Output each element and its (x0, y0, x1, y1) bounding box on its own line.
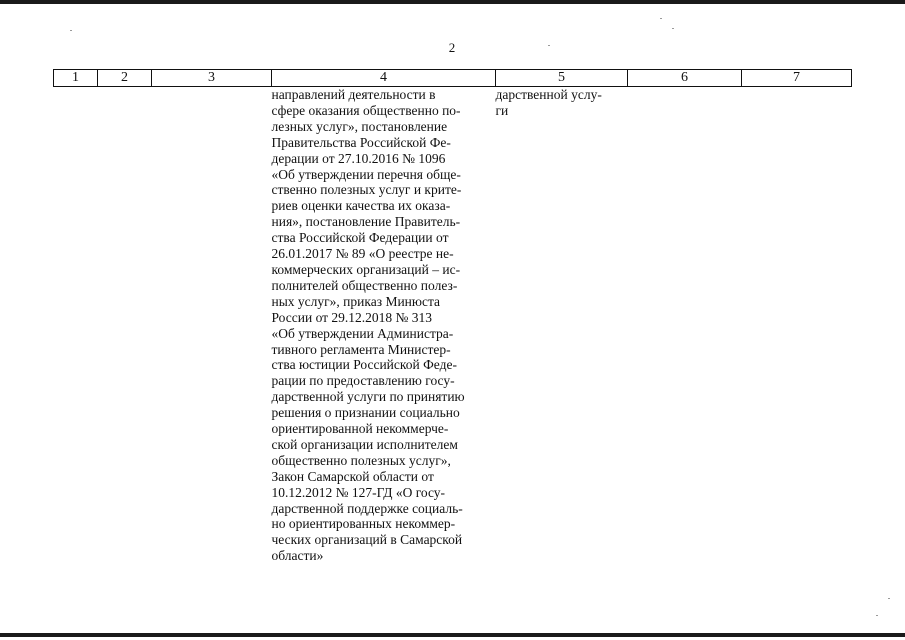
table-cell-5 (496, 87, 628, 565)
cell-4-line: Закон Самарской области от (271, 468, 434, 484)
cell-4-line: полнителей общественно полез- (271, 277, 458, 293)
top-scan-border (0, 0, 905, 4)
cell-4-line: риев оценки качества их оказа- (271, 198, 451, 214)
cell-4-line: лезных услуг», постановление (271, 118, 448, 134)
scan-speck (660, 18, 662, 19)
column-header-1: 1 (54, 70, 98, 87)
cell-4-line: Правительства Российской Фе- (271, 134, 451, 150)
cell-4-line: дерации от 27.10.2016 № 1096 (271, 150, 446, 166)
cell-4-line: ных услуг», приказ Минюста (271, 293, 441, 309)
bottom-scan-border (0, 633, 905, 637)
cell-4-line: но ориентированных некоммер- (271, 516, 456, 532)
scan-speck (70, 30, 72, 31)
table-cell-6 (628, 87, 742, 565)
table-cell-7 (742, 87, 852, 565)
cell-4-line: направлений деятельности в (271, 87, 436, 102)
cell-4-line: «Об утверждении перечня обще- (271, 166, 461, 182)
column-header-6: 6 (628, 70, 742, 87)
table-cell-2 (98, 87, 152, 565)
cell-4-line: коммерческих организаций – ис- (271, 261, 461, 277)
column-header-5: 5 (496, 70, 628, 87)
scan-speck (548, 45, 550, 46)
cell-4-line: решения о признании социально (271, 405, 460, 421)
cell-4-line: ориентированной некоммерче- (271, 421, 449, 437)
cell-4-line: ния», постановление Правитель- (271, 214, 461, 230)
cell-4-line: ства юстиции Российской Феде- (271, 357, 457, 373)
cell-4-line: рации по предоставлению госу- (271, 373, 455, 389)
cell-4-line: 10.12.2012 № 127-ГД «О госу- (271, 484, 446, 500)
table-cell-3 (152, 87, 272, 565)
cell-5-line: дарственной услу- (495, 87, 602, 102)
document-table (53, 69, 852, 564)
table-header-row (54, 70, 852, 87)
cell-4-line: ческих организаций в Самарской (271, 532, 463, 548)
table-row (54, 87, 852, 565)
column-header-4: 4 (272, 70, 496, 87)
cell-4-line: дарственной поддержке социаль- (271, 500, 463, 516)
column-header-7: 7 (742, 70, 852, 87)
table-cell-4 (272, 87, 496, 565)
cell-4-line: ственно полезных услуг и крите- (271, 182, 462, 198)
cell-4-line: дарственной услуги по принятию (271, 389, 465, 405)
cell-4-line: общественно полезных услуг», (271, 452, 451, 468)
cell-4-line: области» (271, 548, 324, 564)
cell-4-line: тивного регламента Министер- (271, 341, 451, 357)
cell-4-line: ства Российской Федерации от (271, 230, 449, 246)
page-number: 2 (448, 40, 456, 55)
column-header-3: 3 (152, 70, 272, 87)
cell-4-line: 26.01.2017 № 89 «О реестре не- (271, 246, 454, 262)
cell-4-line: «Об утверждении Администра- (271, 325, 454, 341)
scan-speck (888, 598, 890, 599)
scan-speck (876, 615, 878, 616)
cell-4-line: ской организации исполнителем (271, 436, 458, 452)
scan-speck (672, 28, 674, 29)
cell-4-line: России от 29.12.2018 № 313 (271, 309, 433, 325)
cell-5-line: ги (495, 102, 509, 118)
column-header-2: 2 (98, 70, 152, 87)
cell-4-line: сфере оказания общественно по- (271, 102, 461, 118)
table-cell-1 (54, 87, 98, 565)
